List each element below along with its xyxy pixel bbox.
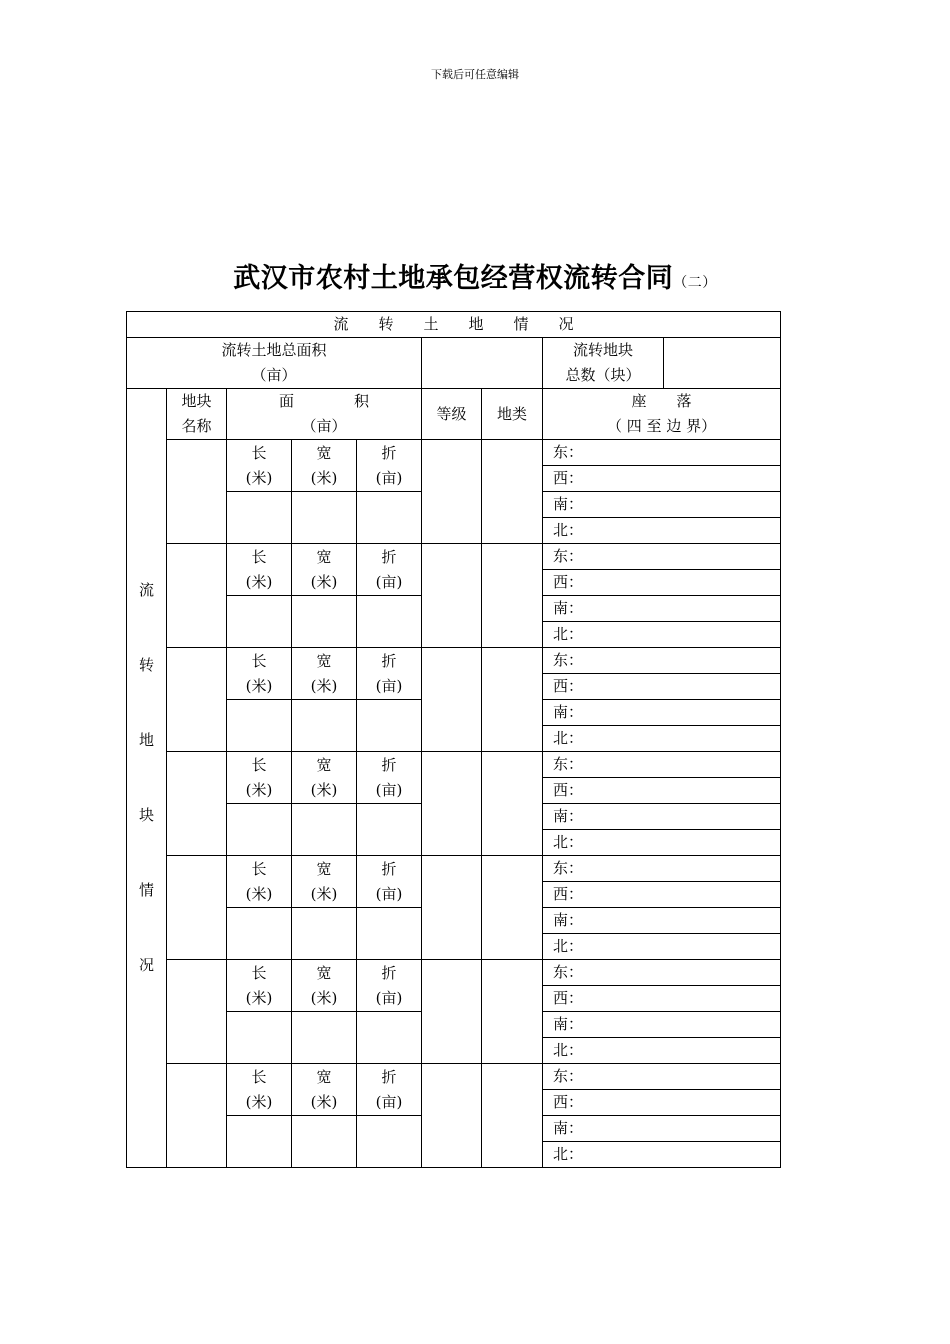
boundary-east-cell[interactable] (543, 1064, 781, 1090)
plot-width-value[interactable] (292, 1116, 357, 1168)
boundary-east-cell[interactable] (543, 544, 781, 570)
plot-length-value[interactable] (227, 492, 292, 544)
boundary-south-cell[interactable] (543, 492, 781, 518)
boundary-east-label: 东： (553, 755, 584, 773)
boundary-west-cell[interactable] (543, 778, 781, 804)
convert-subheader-line1: 折 (381, 1067, 397, 1086)
boundary-east-cell[interactable] (543, 856, 781, 882)
section-header: 流 转 土 地 情 况 (127, 312, 781, 338)
title-suffix: （二） (673, 275, 717, 291)
col-header-location (543, 389, 781, 440)
plot-name-cell[interactable] (167, 960, 227, 1064)
boundary-west-cell[interactable] (543, 986, 781, 1012)
col-header-area-line2: （亩） (301, 417, 347, 435)
plot-length-value[interactable] (227, 804, 292, 856)
plot-type-cell[interactable] (482, 856, 543, 960)
width-subheader (292, 960, 357, 1012)
boundary-west-label: 西： (553, 781, 584, 799)
boundary-north-cell[interactable] (543, 934, 781, 960)
plot-length-value[interactable] (227, 596, 292, 648)
length-subheader-line1: 长 (251, 859, 267, 878)
boundary-south-cell[interactable] (543, 596, 781, 622)
convert-subheader (357, 648, 422, 700)
side-label-char: 况 (138, 956, 154, 974)
convert-subheader-line2: (亩) (375, 572, 403, 591)
plot-area-value[interactable] (357, 1012, 422, 1064)
col-header-location-line2: （ 四 至 边 界） (607, 417, 717, 435)
side-label-char: 转 (138, 656, 154, 674)
plot-row (127, 544, 781, 570)
boundary-south-cell[interactable] (543, 804, 781, 830)
plot-name-cell[interactable] (167, 648, 227, 752)
boundary-west-label: 西： (553, 677, 584, 695)
plot-grade-cell[interactable] (422, 648, 482, 752)
boundary-east-label: 东： (553, 1067, 584, 1085)
width-subheader (292, 752, 357, 804)
boundary-east-label: 东： (553, 859, 584, 877)
convert-subheader (357, 440, 422, 492)
boundary-south-cell[interactable] (543, 908, 781, 934)
plot-type-cell[interactable] (482, 960, 543, 1064)
plot-length-value[interactable] (227, 1116, 292, 1168)
plot-area-value[interactable] (357, 908, 422, 960)
width-subheader-line1: 宽 (316, 443, 332, 462)
convert-subheader-line2: (亩) (375, 1092, 403, 1111)
plot-name-cell[interactable] (167, 752, 227, 856)
width-subheader-line2: (米) (310, 884, 338, 903)
col-header-grade: 等级 (422, 389, 482, 440)
plot-area-value[interactable] (357, 596, 422, 648)
plot-width-value[interactable] (292, 908, 357, 960)
boundary-west-cell[interactable] (543, 882, 781, 908)
length-subheader-line1: 长 (251, 443, 267, 462)
plot-area-value[interactable] (357, 492, 422, 544)
boundary-north-label: 北： (553, 937, 584, 955)
col-header-location-line1: 座 落 (631, 392, 692, 410)
width-subheader (292, 440, 357, 492)
length-subheader-line1: 长 (251, 1067, 267, 1086)
plot-count-label-line2: 总数（块） (565, 366, 641, 384)
boundary-west-label: 西： (553, 989, 584, 1007)
width-subheader (292, 1064, 357, 1116)
convert-subheader (357, 1064, 422, 1116)
length-subheader (227, 1064, 292, 1116)
convert-subheader-line2: (亩) (375, 468, 403, 487)
boundary-west-cell[interactable] (543, 570, 781, 596)
col-header-area (227, 389, 422, 440)
plot-grade-cell[interactable] (422, 960, 482, 1064)
plot-width-value[interactable] (292, 596, 357, 648)
plot-area-value[interactable] (357, 804, 422, 856)
length-subheader-line1: 长 (251, 651, 267, 670)
plot-length-value[interactable] (227, 700, 292, 752)
length-subheader (227, 648, 292, 700)
convert-subheader-line1: 折 (381, 963, 397, 982)
boundary-west-label: 西： (553, 1093, 584, 1111)
boundary-north-label: 北： (553, 729, 584, 747)
total-area-label-line1: 流转土地总面积 (221, 341, 327, 359)
boundary-north-cell[interactable] (543, 1142, 781, 1168)
plot-count-label-line1: 流转地块 (572, 341, 633, 359)
convert-subheader-line1: 折 (381, 859, 397, 878)
boundary-west-cell[interactable] (543, 466, 781, 492)
length-subheader (227, 856, 292, 908)
width-subheader-line2: (米) (310, 1092, 338, 1111)
plot-grade-cell[interactable] (422, 856, 482, 960)
boundary-west-label: 西： (553, 885, 584, 903)
plot-row (127, 856, 781, 882)
convert-subheader-line2: (亩) (375, 780, 403, 799)
plot-type-cell[interactable] (482, 648, 543, 752)
boundary-west-label: 西： (553, 573, 584, 591)
boundary-east-cell[interactable] (543, 648, 781, 674)
side-label-char: 块 (138, 806, 154, 824)
length-subheader-line2: (米) (245, 988, 273, 1007)
length-subheader-line1: 长 (251, 963, 267, 982)
plot-length-value[interactable] (227, 908, 292, 960)
width-subheader-line2: (米) (310, 988, 338, 1007)
plot-length-value[interactable] (227, 1012, 292, 1064)
boundary-north-label: 北： (553, 521, 584, 539)
boundary-south-cell[interactable] (543, 1116, 781, 1142)
convert-subheader-line1: 折 (381, 547, 397, 566)
boundary-east-cell[interactable] (543, 960, 781, 986)
convert-subheader (357, 544, 422, 596)
side-label-char: 情 (138, 881, 154, 899)
boundary-east-cell[interactable] (543, 752, 781, 778)
plot-grade-cell[interactable] (422, 1064, 482, 1168)
plot-width-value[interactable] (292, 1012, 357, 1064)
plot-grade-cell[interactable] (422, 440, 482, 544)
title-main: 武汉市农村土地承包经营权流转合同 (233, 263, 674, 294)
plot-area-value[interactable] (357, 1116, 422, 1168)
plot-row (127, 752, 781, 778)
col-header-plot-name (167, 389, 227, 440)
plot-width-value[interactable] (292, 700, 357, 752)
width-subheader-line1: 宽 (316, 859, 332, 878)
total-area-value[interactable] (422, 338, 543, 389)
plot-row (127, 440, 781, 466)
plot-count-label (543, 338, 664, 389)
length-subheader-line2: (米) (245, 780, 273, 799)
width-subheader-line1: 宽 (316, 963, 332, 982)
length-subheader (227, 752, 292, 804)
plot-name-cell[interactable] (167, 440, 227, 544)
convert-subheader-line1: 折 (381, 443, 397, 462)
width-subheader-line1: 宽 (316, 755, 332, 774)
plot-grade-cell[interactable] (422, 752, 482, 856)
boundary-north-label: 北： (553, 1145, 584, 1163)
length-subheader-line2: (米) (245, 572, 273, 591)
convert-subheader (357, 752, 422, 804)
width-subheader-line2: (米) (310, 572, 338, 591)
plot-count-value[interactable] (664, 338, 781, 389)
width-subheader-line1: 宽 (316, 547, 332, 566)
plot-name-cell[interactable] (167, 544, 227, 648)
width-subheader (292, 856, 357, 908)
plot-row (127, 1064, 781, 1090)
total-area-label-line2: （亩） (251, 366, 297, 384)
boundary-north-label: 北： (553, 625, 584, 643)
boundary-west-label: 西： (553, 469, 584, 487)
col-header-area-line1: 面 积 (278, 392, 369, 410)
plot-type-cell[interactable] (482, 440, 543, 544)
plot-grade-cell[interactable] (422, 544, 482, 648)
width-subheader (292, 544, 357, 596)
boundary-east-label: 东： (553, 963, 584, 981)
boundary-south-label: 南： (553, 1119, 584, 1137)
length-subheader (227, 544, 292, 596)
width-subheader-line1: 宽 (316, 651, 332, 670)
length-subheader-line2: (米) (245, 1092, 273, 1111)
width-subheader-line2: (米) (310, 780, 338, 799)
boundary-south-label: 南： (553, 703, 584, 721)
boundary-south-cell[interactable] (543, 1012, 781, 1038)
col-header-plot-name-line1: 地块 (181, 392, 212, 410)
plot-width-value[interactable] (292, 804, 357, 856)
boundary-west-cell[interactable] (543, 674, 781, 700)
length-subheader-line1: 长 (251, 755, 267, 774)
length-subheader (227, 440, 292, 492)
width-subheader-line2: (米) (310, 468, 338, 487)
boundary-south-label: 南： (553, 495, 584, 513)
width-subheader (292, 648, 357, 700)
length-subheader-line2: (米) (245, 676, 273, 695)
boundary-north-label: 北： (553, 833, 584, 851)
boundary-north-cell[interactable] (543, 726, 781, 752)
plot-name-cell[interactable] (167, 1064, 227, 1168)
boundary-east-label: 东： (553, 651, 584, 669)
length-subheader-line1: 长 (251, 547, 267, 566)
convert-subheader (357, 960, 422, 1012)
col-header-type: 地类 (482, 389, 543, 440)
boundary-south-label: 南： (553, 599, 584, 617)
convert-subheader-line2: (亩) (375, 884, 403, 903)
boundary-east-label: 东： (553, 547, 584, 565)
convert-subheader-line1: 折 (381, 755, 397, 774)
header-note: 下载后可任意编辑 (431, 68, 519, 81)
boundary-south-label: 南： (553, 911, 584, 929)
boundary-north-cell[interactable] (543, 830, 781, 856)
boundary-north-cell[interactable] (543, 1038, 781, 1064)
length-subheader (227, 960, 292, 1012)
plot-area-value[interactable] (357, 700, 422, 752)
width-subheader-line2: (米) (310, 676, 338, 695)
plot-width-value[interactable] (292, 492, 357, 544)
plot-type-cell[interactable] (482, 752, 543, 856)
length-subheader-line2: (米) (245, 884, 273, 903)
boundary-north-label: 北： (553, 1041, 584, 1059)
side-label-char: 地 (138, 731, 154, 749)
boundary-west-cell[interactable] (543, 1090, 781, 1116)
boundary-south-label: 南： (553, 1015, 584, 1033)
boundary-south-label: 南： (553, 807, 584, 825)
convert-subheader-line2: (亩) (375, 988, 403, 1007)
side-label (127, 389, 167, 1168)
length-subheader-line2: (米) (245, 468, 273, 487)
boundary-south-cell[interactable] (543, 700, 781, 726)
total-area-label (127, 338, 422, 389)
boundary-east-label: 东： (553, 443, 584, 461)
width-subheader-line1: 宽 (316, 1067, 332, 1086)
plot-row (127, 960, 781, 986)
boundary-north-cell[interactable] (543, 518, 781, 544)
convert-subheader-line1: 折 (381, 651, 397, 670)
plot-row (127, 648, 781, 674)
plot-type-cell[interactable] (482, 1064, 543, 1168)
land-transfer-form-table (126, 311, 781, 1168)
side-label-char: 流 (138, 581, 154, 599)
convert-subheader-line2: (亩) (375, 676, 403, 695)
boundary-east-cell[interactable] (543, 440, 781, 466)
plot-type-cell[interactable] (482, 544, 543, 648)
plot-name-cell[interactable] (167, 856, 227, 960)
document-title (0, 256, 950, 295)
col-header-plot-name-line2: 名称 (181, 417, 212, 435)
convert-subheader (357, 856, 422, 908)
boundary-north-cell[interactable] (543, 622, 781, 648)
